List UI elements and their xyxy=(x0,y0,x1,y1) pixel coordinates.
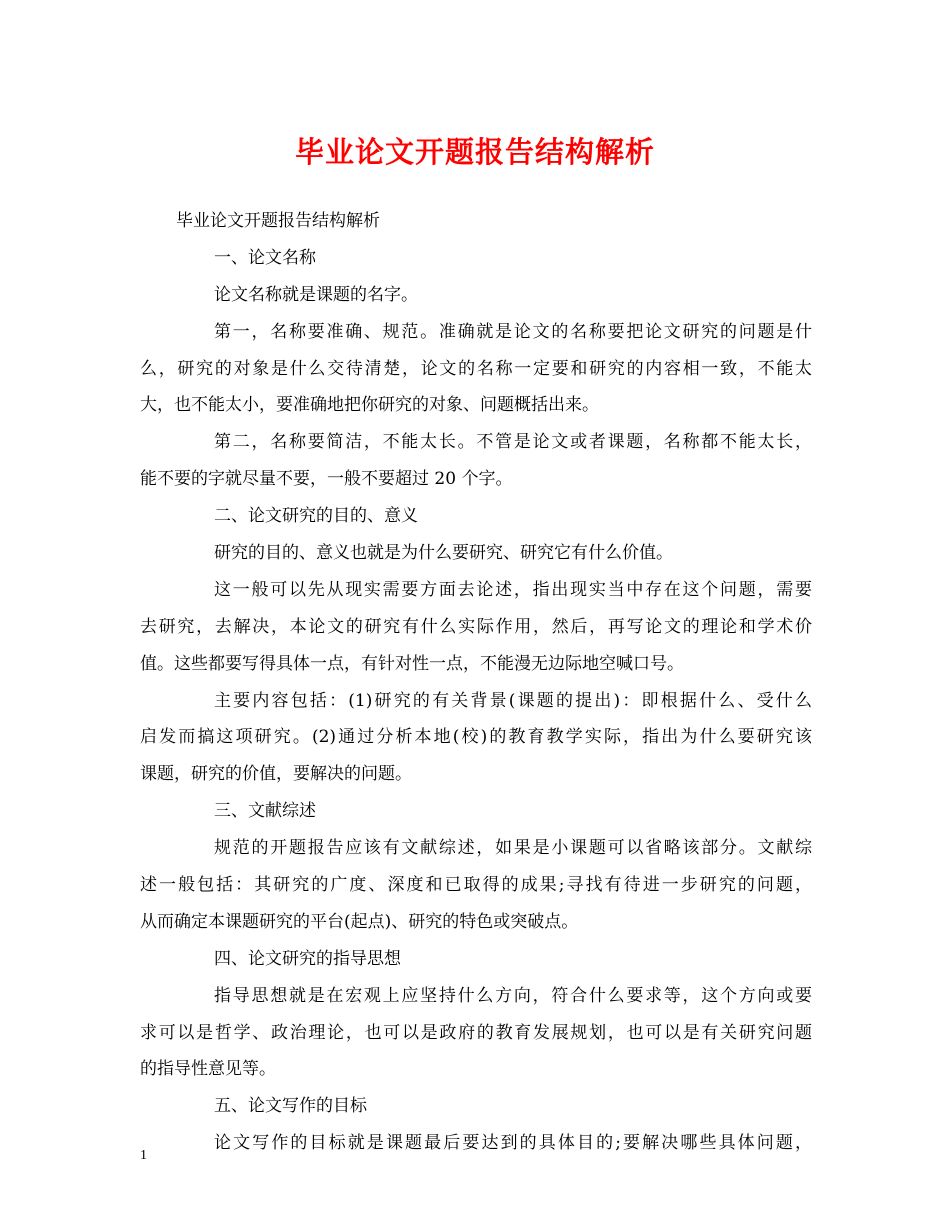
text-line: 四、论文研究的指导思想 xyxy=(214,948,401,969)
text-line: 五、论文写作的目标 xyxy=(214,1096,367,1117)
text-line: 主要内容包括：(1)研究的有关背景(课题的提出)：即根据什么、受什么 xyxy=(214,690,812,711)
text-line: 论文名称就是课题的名字。 xyxy=(214,284,418,305)
text-line: 规范的开题报告应该有文献综述，如果是小课题可以省略该部分。文献综 xyxy=(214,838,812,859)
text-line: 的指导性意见等。 xyxy=(140,1059,276,1080)
text-line: 一、论文名称 xyxy=(214,247,316,268)
text-line: 二、论文研究的目的、意义 xyxy=(214,506,418,527)
page-number: 1 xyxy=(140,1148,147,1163)
text-line: 能不要的字就尽量不要，一般不要超过 20 个字。 xyxy=(140,469,513,490)
page-title: 毕业论文开题报告结构解析 xyxy=(294,135,655,169)
text-line: 第二，名称要简洁，不能太长。不管是论文或者课题，名称都不能太长， xyxy=(214,432,812,453)
text-line: 三、文献综述 xyxy=(214,801,316,822)
text-line: 从而确定本课题研究的平台(起点)、研究的特色或突破点。 xyxy=(140,911,579,932)
text-line: 求可以是哲学、政治理论，也可以是政府的教育发展规划，也可以是有关研究问题 xyxy=(140,1022,812,1043)
text-line: 第一，名称要准确、规范。准确就是论文的名称要把论文研究的问题是什 xyxy=(214,321,812,342)
text-line: 研究的目的、意义也就是为什么要研究、研究它有什么价值。 xyxy=(214,543,673,564)
text-line: 课题，研究的价值，要解决的问题。 xyxy=(140,764,412,785)
text-line: 毕业论文开题报告结构解析 xyxy=(176,211,380,231)
text-line: 值。这些都要写得具体一点，有针对性一点，不能漫无边际地空喊口号。 xyxy=(140,653,684,674)
text-line: 大，也不能太小，要准确地把你研究的对象、问题概括出来。 xyxy=(140,395,599,416)
text-line: 述一般包括：其研究的广度、深度和已取得的成果;寻找有待进一步研究的问题， xyxy=(140,875,812,896)
text-line: 论文写作的目标就是课题最后要达到的具体目的;要解决哪些具体问题， xyxy=(214,1133,812,1154)
text-line: 指导思想就是在宏观上应坚持什么方向，符合什么要求等，这个方向或要 xyxy=(214,985,812,1006)
document-body xyxy=(140,203,812,1162)
text-line: 去研究，去解决，本论文的研究有什么实际作用，然后，再写论文的理论和学术价 xyxy=(140,616,812,637)
text-line: 这一般可以先从现实需要方面去论述，指出现实当中存在这个问题，需要 xyxy=(214,579,812,600)
text-line: 启发而搞这项研究。(2)通过分析本地(校)的教育教学实际，指出为什么要研究该 xyxy=(140,727,812,748)
text-line: 么，研究的对象是什么交待清楚，论文的名称一定要和研究的内容相一致，不能太 xyxy=(140,358,812,379)
